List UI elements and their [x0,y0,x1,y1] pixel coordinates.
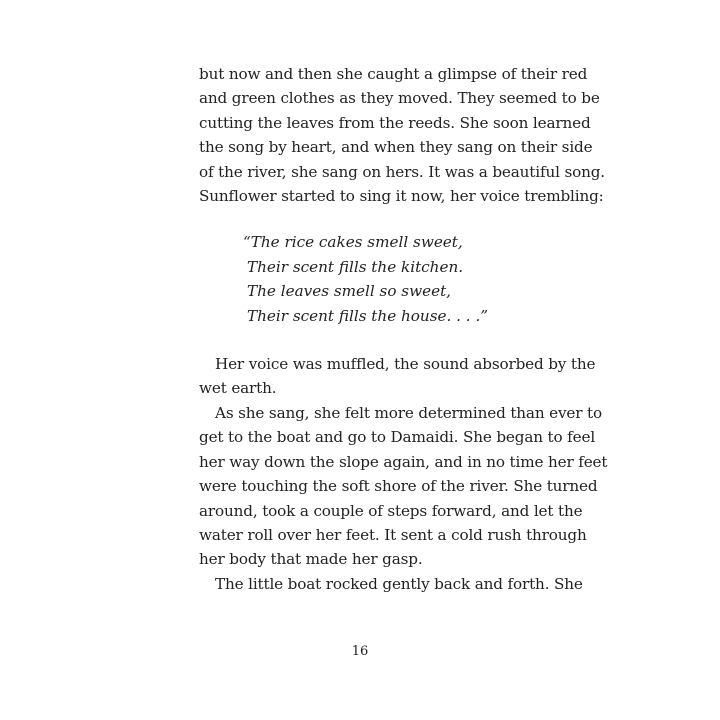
text-line: of the river, she sang on hers. It was a beautiful song. [199,162,605,181]
verse-line: The leaves smell so sweet, [247,282,452,301]
book-page-body [199,62,608,596]
text-line: cutting the leaves from the reeds. She soon learned [199,113,591,132]
text-line: get to the boat and go to Damaidi. She began to feel [199,428,596,447]
paragraph-3 [199,401,608,572]
verse-line: Their scent fills the house. . . .” [247,306,489,325]
text-line: Sunflower started to sing it now, her voice trembling: [199,187,604,206]
paragraph-4 [199,572,583,596]
text-line: Her voice was muffled, the sound absorbed by the [215,355,596,374]
text-line: water roll over her feet. It sent a cold rush through [199,525,587,544]
verse-line: “The rice cakes smell sweet, [243,233,463,252]
text-line: The little boat rocked gently back and forth. She [215,574,583,593]
song-verse [199,230,529,328]
text-line: and green clothes as they moved. They seemed to be [199,89,600,108]
text-line: her way down the slope again, and in no time her feet [199,452,608,471]
verse-line: Their scent fills the kitchen. [247,257,464,276]
page-number: 16 [351,644,369,659]
text-line: the song by heart, and when they sang on their side [199,138,593,157]
text-line: around, took a couple of steps forward, and let the [199,501,583,520]
text-line: were touching the soft shore of the river. She turned [199,477,598,496]
text-line: but now and then she caught a glimpse of their red [199,65,588,83]
paragraph-1 [199,62,605,208]
text-line: her body that made her gasp. [199,550,423,569]
text-line: wet earth. [199,379,277,398]
text-line: As she sang, she felt more determined than ever to [215,403,602,422]
paragraph-2 [199,352,596,401]
